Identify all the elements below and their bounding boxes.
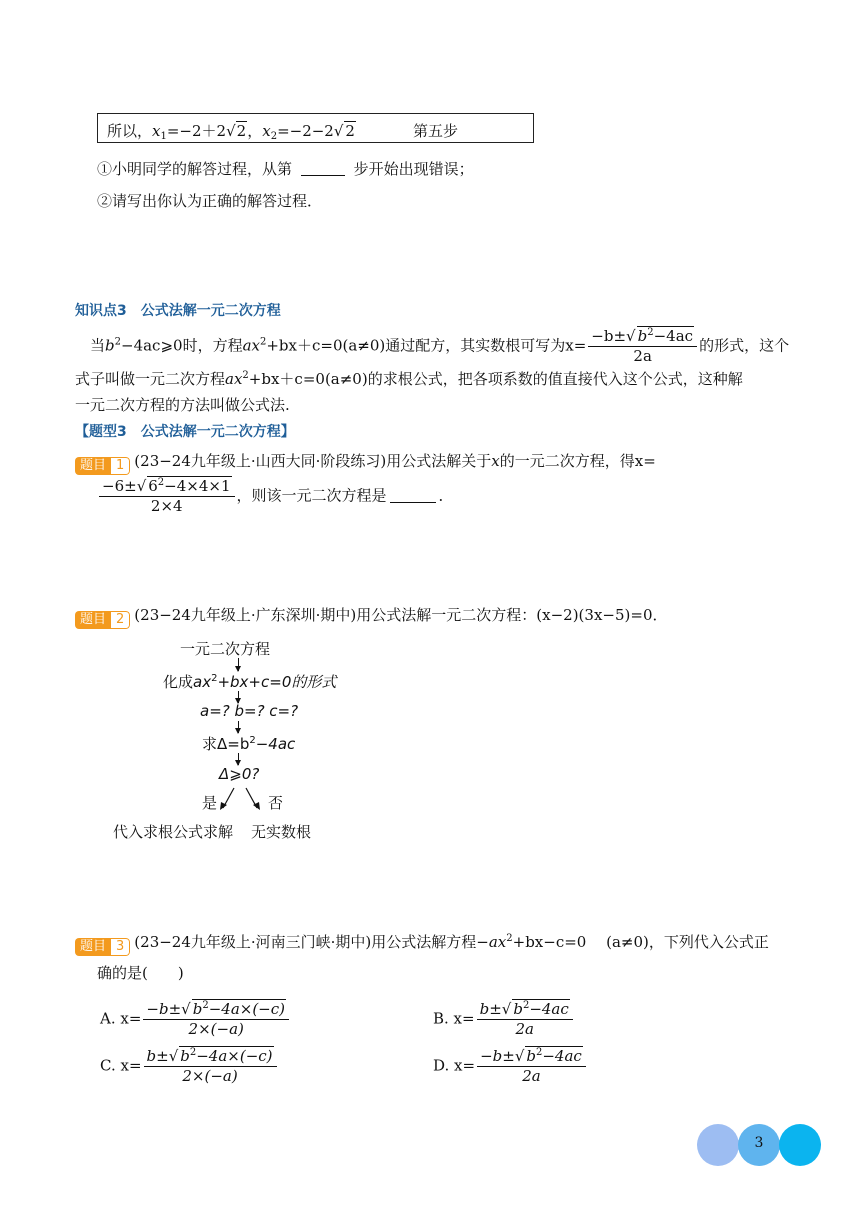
opt-a-den: 2×(−a) <box>188 1020 244 1038</box>
question-badge-2 <box>75 611 130 629</box>
q3-text-b: −ax <box>476 933 507 951</box>
q2-text: (23−24九年级上·广东深圳·期中)用公式法解一元二次方程：(x−2)(3x−5)=0． <box>134 606 668 624</box>
q1-blank[interactable] <box>390 488 436 503</box>
q1-text: (23−24九年级上·山西大同·阶段练习)用公式法解关于 <box>134 452 492 470</box>
q1-after: ，则该一元二次方程是 <box>236 486 387 505</box>
kl2-a: 式子叫做一元二次方程 <box>75 370 226 388</box>
question-badge-3 <box>75 938 130 956</box>
q1-root-a: 6 <box>148 477 158 495</box>
x1-root: 2 <box>236 122 247 140</box>
flow-result-no: 无实数根 <box>251 823 312 841</box>
kl2-c: +bx＋c=0(a≠0)的求根公式，把各项系数的值直接代入这个公式，这种解 <box>248 370 743 388</box>
page-number: 3 <box>754 1135 764 1151</box>
opt-d-num: −b± <box>480 1047 515 1065</box>
opt-c-den: 2×(−a) <box>182 1067 238 1085</box>
kl1-g: 的形式，这个 <box>699 336 790 355</box>
opt-b-num: b± <box>479 1000 502 1018</box>
opt-d-root-b: −4ac <box>542 1047 582 1065</box>
flow-step-1: 一元二次方程 <box>180 640 271 658</box>
option-a-label: A. x= <box>100 1009 142 1028</box>
option-d-label: D. x= <box>433 1056 476 1075</box>
sq: 2 <box>114 336 121 348</box>
x1-value: =−2＋2 <box>166 122 227 140</box>
flow-result-yes: 代入求根公式求解 <box>113 823 234 841</box>
knowledge-line-1 <box>90 328 789 365</box>
step-prefix: 所以， <box>107 122 153 140</box>
kl1-e: +bx＋c=0(a≠0)通过配方，其实数根可写为 <box>266 336 566 355</box>
x1-var: x <box>152 122 161 140</box>
q1-fraction: $\frac{-6\pm√ 6^2-4\times 4\times 1}{2\times 4}$ <box>99 478 235 515</box>
q1-var: x <box>491 452 500 470</box>
opt-c-num: b± <box>146 1047 169 1065</box>
kl1-d: ax <box>242 336 260 355</box>
option-b-label: B. x= <box>433 1009 475 1028</box>
option-b[interactable]: B. x= $\frac{b\pm√ b^2-4ac}{2a}$ <box>433 1001 575 1038</box>
opt-b-root-a: b <box>513 1000 523 1018</box>
x2-value: =−2−2 <box>277 122 334 140</box>
question-3-line-1: 题目 3 (23−24九年级上·河南三门峡·期中)用公式法解方程$-ax^2+bx-c=0$ (a≠0)，下列代入公式正 <box>75 931 769 956</box>
badge-num: 2 <box>111 611 130 629</box>
qf-root-b: b <box>637 327 648 345</box>
x2-root: 2 <box>345 122 355 140</box>
radical-sign: √ <box>226 122 236 140</box>
option-c[interactable]: C. x= $\frac{b\pm√ b^2-4a\times(-c)}{2\times(-a)}$ <box>100 1048 279 1085</box>
sep: ， <box>247 122 263 140</box>
kl2-b: ax <box>225 370 243 388</box>
flow-yes: 是 <box>202 794 218 812</box>
flow-arrow-1 <box>238 658 239 671</box>
flow-arrow-3 <box>238 721 239 733</box>
q1-end: ． <box>438 486 454 505</box>
sq: 2 <box>242 370 249 381</box>
quadratic-formula: $\frac{-b\pm√ b^2-4ac}{2a}$ <box>588 328 697 365</box>
step-label: 第五步 <box>413 122 459 140</box>
step-five-box <box>97 113 534 143</box>
sub-question-1 <box>97 158 474 179</box>
sub-q1-blank[interactable] <box>301 161 345 176</box>
option-d[interactable]: D. x= $\frac{-b\pm√ b^2-4ac}{2a}$ <box>433 1048 588 1085</box>
page-circle-middle <box>738 1124 780 1166</box>
question-1-line-2 <box>97 478 454 515</box>
knowledge-line-3: 一元二次方程的方法叫做公式法. <box>75 396 290 414</box>
x2-sub: 2 <box>270 131 278 142</box>
q1-text2: 的一元二次方程，得 <box>499 452 635 470</box>
sq: 2 <box>259 336 267 348</box>
qf-num-a: −b± <box>591 327 627 345</box>
question-badge-1 <box>75 457 130 475</box>
option-a[interactable]: A. x= $\frac{-b\pm√ b^2-4a\times(-c)}{2\times(-a)}$ <box>100 1001 291 1038</box>
fs2-a: 化成 <box>163 673 194 691</box>
q1-root-b: −4×4×1 <box>164 477 231 495</box>
badge-label: 题目 <box>75 457 111 475</box>
flow-step-5: Δ⩾0? <box>219 765 260 783</box>
fs4-a: 求Δ=b <box>202 735 250 753</box>
section-heading: 【题型3 公式法解一元二次方程】 <box>75 424 295 440</box>
badge-num: 1 <box>111 457 130 475</box>
sub-question-2: ②请写出你认为正确的解答过程． <box>97 192 323 210</box>
opt-c-root-a: b <box>180 1047 190 1065</box>
kl1-c: −4ac⩾0时，方程 <box>121 336 243 355</box>
opt-a-root-b: −4a×(−c) <box>208 1000 285 1018</box>
opt-b-den: 2a <box>515 1020 534 1038</box>
sub-q1-before: ①小明同学的解答过程，从第 <box>97 160 293 178</box>
knowledge-line-2 <box>75 368 743 389</box>
flow-branch-arrows <box>218 786 262 812</box>
fs2-b: ax <box>193 673 212 691</box>
page-circle-right <box>779 1124 821 1166</box>
x1-sub: 1 <box>160 131 167 142</box>
q3-text-a: (23−24九年级上·河南三门峡·期中)用公式法解方程 <box>134 933 477 951</box>
opt-a-num: −b± <box>146 1000 182 1018</box>
q1-xeq: x= <box>634 452 656 470</box>
badge-label: 题目 <box>75 611 111 629</box>
radical-sign: √ <box>333 122 344 140</box>
page-circle-left <box>697 1124 739 1166</box>
question-3-line-2: 确的是( ) <box>97 964 184 982</box>
q1-den: 2×4 <box>150 497 183 515</box>
fs2-c: +bx+c=0的形式 <box>217 673 337 691</box>
flow-step-2: 化成$ax^2+bx+c=0$的形式 <box>163 673 337 691</box>
opt-b-root-b: −4ac <box>529 1000 569 1018</box>
option-c-label: C. x= <box>100 1056 142 1075</box>
flow-step-4: 求$\Delta=b^2-4ac$ <box>202 735 296 753</box>
opt-d-root-a: b <box>526 1047 536 1065</box>
knowledge-title: 知识点3 公式法解一元二次方程 <box>75 303 281 319</box>
badge-label: 题目 <box>75 938 111 956</box>
qf-root-rest: −4ac <box>653 327 694 345</box>
x2-var: x <box>262 122 271 140</box>
fs4-b: −4ac <box>255 735 296 753</box>
opt-c-root-b: −4a×(−c) <box>196 1047 273 1065</box>
sub-q1-after: 步开始出现错误； <box>353 160 474 178</box>
flow-arrow-4 <box>238 753 239 765</box>
opt-d-den: 2a <box>522 1067 541 1085</box>
kl1-f: x= <box>565 336 587 355</box>
q1-num-a: −6± <box>102 477 137 495</box>
flow-step-3: a=? b=? c=? <box>200 702 299 720</box>
question-2-line <box>75 604 668 629</box>
kl1-b: b <box>105 336 115 355</box>
q3-text-c: +bx−c=0 (a≠0)，下列代入公式正 <box>512 933 769 951</box>
badge-num: 3 <box>111 938 130 956</box>
step-five-content <box>107 120 356 141</box>
flow-no: 否 <box>268 794 284 812</box>
kl1-a: 当 <box>90 336 106 355</box>
qf-den: 2a <box>633 347 652 365</box>
opt-a-root-a: b <box>192 1000 203 1018</box>
question-1-line-1 <box>75 450 656 475</box>
